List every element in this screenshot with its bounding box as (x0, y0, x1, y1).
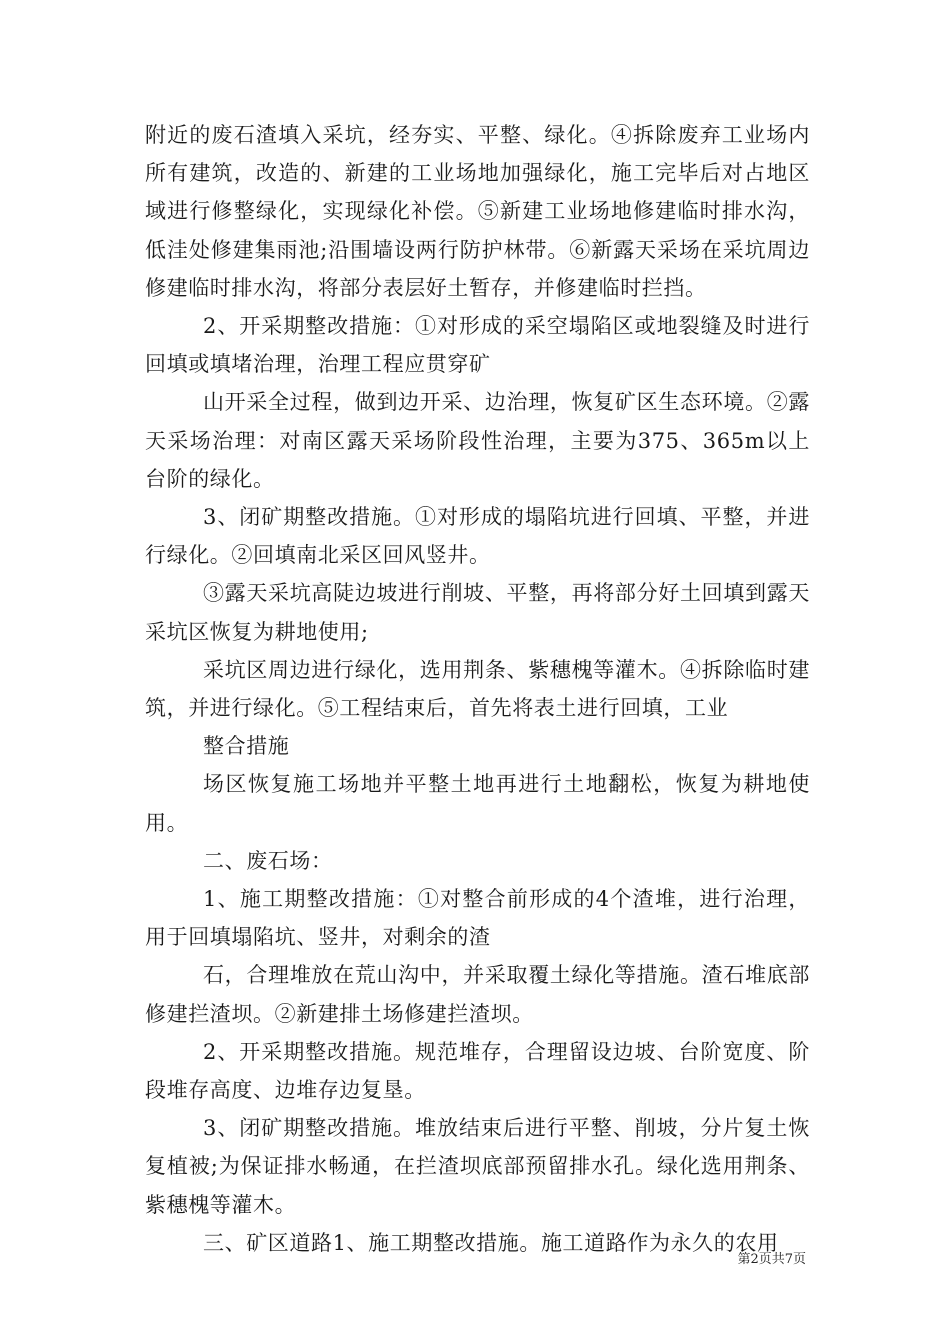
paragraph-11: 石，合理堆放在荒山沟中，并采取覆土绿化等措施。渣石堆底部修建拦渣坝。②新建排土场修建拦渣坝。 (145, 963, 810, 1026)
document-body (145, 116, 810, 1262)
page-number: 第2页共7页 (737, 1252, 806, 1267)
paragraph-3: 山开采全过程，做到边开采、边治理，恢复矿区生态环境。②露天采场治理：对南区露天采场阶段性治理，主要为375、365m以上台阶的绿化。 (145, 390, 810, 491)
paragraph-5: ③露天采坑高陡边坡进行削坡、平整，再将部分好土回填到露天采坑区恢复为耕地使用; (145, 581, 810, 644)
paragraph-10: 1、施工期整改措施：①对整合前形成的4个渣堆，进行治理，用于回填塌陷坑、竖井，对剩余的渣 (145, 887, 810, 950)
section-heading-integration: 整合措施 (203, 734, 290, 759)
section-heading-waste-rock: 二、废石场： (203, 848, 333, 873)
paragraph-4: 3、闭矿期整改措施。①对形成的塌陷坑进行回填、平整，并进行绿化。②回填南北采区回风竖井。 (145, 505, 810, 568)
paragraph-12: 2、开采期整改措施。规范堆存，合理留设边坡、台阶宽度、阶段堆存高度、边堆存边复垦。 (145, 1039, 810, 1103)
paragraph-1: 附近的废石渣填入采坑，经夯实、平整、绿化。④拆除废弃工业场内所有建筑，改造的、新建的工业场地加强绿化，施工完毕后对占地区域进行修整绿化，实现绿化补偿。⑤新建工业场地修建临时排水沟，低洼处修建集雨池;沿围墙设两行防护林带。⑥新露天采场在采坑周边修建临时排水沟，将部分表层好土暂存，并修建临时拦挡。 (145, 123, 810, 300)
paragraph-6: 采坑区周边进行绿化，选用荆条、紫穗槐等灌木。④拆除临时建筑，并进行绿化。⑤工程结束后，首先将表土进行回填，工业 (145, 657, 810, 721)
paragraph-8: 场区恢复施工场地并平整土地再进行土地翻松，恢复为耕地使用。 (145, 772, 810, 835)
paragraph-13: 3、闭矿期整改措施。堆放结束后进行平整、削坡，分片复土恢复植被;为保证排水畅通，在拦渣坝底部预留排水孔。绿化选用荆条、紫穗槐等灌木。 (145, 1116, 810, 1217)
paragraph-14: 三、矿区道路1、施工期整改措施。施工道路作为永久的农用 (203, 1230, 779, 1255)
paragraph-2: 2、开采期整改措施：①对形成的采空塌陷区或地裂缝及时进行回填或填堵治理，治理工程应贯穿矿 (145, 314, 810, 377)
